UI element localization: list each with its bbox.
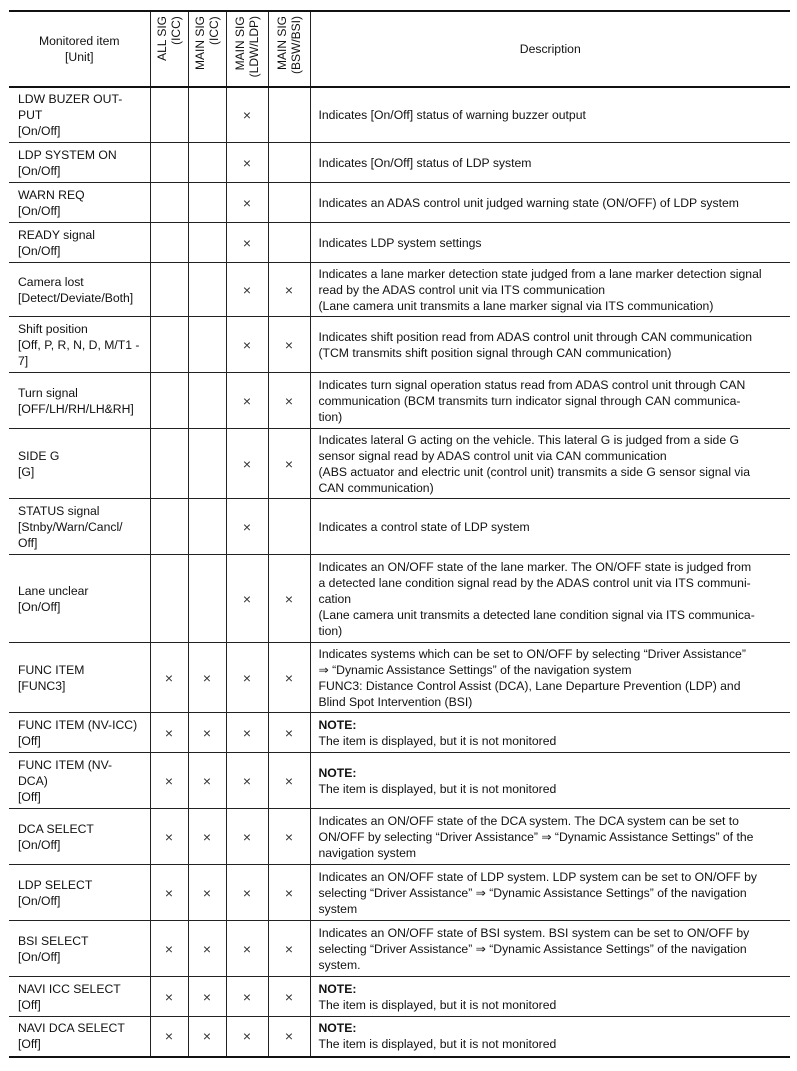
- mark-cell-main-sig-icc: ×: [188, 713, 226, 753]
- header-item-line2: [Unit]: [65, 50, 94, 64]
- monitored-items-table: [9, 10, 790, 1058]
- table-row: [9, 317, 790, 373]
- mark-cell-main-sig-ldw-ldp: ×: [226, 223, 268, 263]
- monitored-item-cell: [9, 183, 150, 223]
- mark-cell-all-sig-icc: ×: [150, 977, 188, 1017]
- mark-cell-main-sig-icc: [188, 263, 226, 317]
- mark-cell-main-sig-bsw-bsi: [268, 183, 310, 223]
- mark-cell-main-sig-icc: ×: [188, 921, 226, 977]
- monitored-item-line: FUNC ITEM (NV-ICC): [18, 717, 138, 732]
- description-cell: [310, 223, 790, 263]
- mark-cell-main-sig-bsw-bsi: ×: [268, 753, 310, 809]
- mark-cell-all-sig-icc: ×: [150, 921, 188, 977]
- mark-cell-main-sig-icc: [188, 143, 226, 183]
- description-line: tion): [318, 409, 343, 424]
- description-line: Indicates an ON/OFF state of the lane marker. The ON/OFF state is judged from: [318, 559, 752, 574]
- monitored-item-line: FUNC ITEM (NV-: [18, 757, 113, 772]
- monitored-item-cell: [9, 317, 150, 373]
- table-row: [9, 977, 790, 1017]
- mark-cell-all-sig-icc: ×: [150, 753, 188, 809]
- mark-cell-main-sig-ldw-ldp: ×: [226, 555, 268, 643]
- description-line: sensor signal read by ADAS control unit via CAN communication: [318, 448, 667, 463]
- monitored-item-line: [Off]: [18, 733, 41, 748]
- description-cell: [310, 865, 790, 921]
- mark-cell-main-sig-icc: ×: [188, 865, 226, 921]
- mark-cell-all-sig-icc: [150, 223, 188, 263]
- description-line: The item is displayed, but it is not monitored: [318, 733, 557, 748]
- table-row: [9, 373, 790, 429]
- mark-cell-all-sig-icc: ×: [150, 809, 188, 865]
- mark-cell-main-sig-bsw-bsi: [268, 143, 310, 183]
- monitored-item-cell: [9, 555, 150, 643]
- description-line: The item is displayed, but it is not monitored: [318, 781, 557, 796]
- header-sig1-line1: ALL SIG: [155, 16, 169, 61]
- header-sig3-line1: MAIN SIG: [233, 16, 247, 71]
- monitored-item-line: [On/Off]: [18, 163, 61, 178]
- description-cell: [310, 1017, 790, 1057]
- monitored-item-line: [On/Off]: [18, 949, 61, 964]
- mark-cell-all-sig-icc: [150, 317, 188, 373]
- table-row: [9, 499, 790, 555]
- mark-cell-main-sig-ldw-ldp: ×: [226, 499, 268, 555]
- description-line: CAN communication): [318, 480, 434, 495]
- mark-cell-main-sig-ldw-ldp: ×: [226, 921, 268, 977]
- monitored-item-cell: [9, 429, 150, 499]
- table-row: [9, 809, 790, 865]
- table-row: [9, 643, 790, 713]
- monitored-item-cell: [9, 809, 150, 865]
- mark-cell-main-sig-ldw-ldp: ×: [226, 429, 268, 499]
- monitored-item-line: Camera lost: [18, 274, 84, 289]
- note-label: NOTE:: [318, 717, 357, 732]
- monitored-item-cell: [9, 499, 150, 555]
- table-header-row: [9, 11, 790, 87]
- mark-cell-main-sig-ldw-ldp: ×: [226, 317, 268, 373]
- monitored-item-line: [Off]: [18, 1037, 41, 1052]
- description-line: Indicates an ON/OFF state of BSI system. BSI system can be set to ON/OFF by: [318, 925, 750, 940]
- monitored-item-line: LDW BUZER OUT-: [18, 92, 123, 106]
- mark-cell-main-sig-ldw-ldp: ×: [226, 373, 268, 429]
- description-cell: [310, 143, 790, 183]
- mark-cell-main-sig-ldw-ldp: ×: [226, 977, 268, 1017]
- mark-cell-all-sig-icc: ×: [150, 1017, 188, 1057]
- header-main-sig-ldw-ldp: [226, 11, 268, 87]
- description-line: (Lane camera unit transmits a lane marker signal via ITS communication): [318, 298, 714, 313]
- mark-cell-main-sig-icc: [188, 183, 226, 223]
- description-line: selecting “Driver Assistance” ⇒ “Dynamic Assistance Settings” of the navigation: [318, 941, 747, 956]
- mark-cell-main-sig-icc: ×: [188, 809, 226, 865]
- table-row: [9, 555, 790, 643]
- description-cell: [310, 643, 790, 713]
- monitored-item-line: [FUNC3]: [18, 678, 66, 693]
- monitored-item-cell: [9, 977, 150, 1017]
- description-cell: [310, 713, 790, 753]
- mark-cell-main-sig-ldw-ldp: ×: [226, 87, 268, 143]
- description-line: Indicates an ON/OFF state of LDP system. LDP system can be set to ON/OFF by: [318, 869, 757, 884]
- monitored-item-line: DCA SELECT: [18, 821, 94, 836]
- monitored-item-line: READY signal: [18, 227, 95, 242]
- monitored-item-line: Turn signal: [18, 385, 78, 400]
- mark-cell-main-sig-bsw-bsi: ×: [268, 263, 310, 317]
- description-line: Blind Spot Intervention (BSI): [318, 694, 473, 709]
- monitored-item-cell: [9, 713, 150, 753]
- description-line: Indicates systems which can be set to ON/OFF by selecting “Driver Assistance”: [318, 646, 746, 661]
- mark-cell-main-sig-ldw-ldp: ×: [226, 753, 268, 809]
- monitored-item-line: SIDE G: [18, 448, 60, 463]
- table-row: [9, 1017, 790, 1057]
- monitored-item-line: [Off]: [18, 789, 41, 804]
- description-line: system.: [318, 957, 361, 972]
- table-row: [9, 865, 790, 921]
- mark-cell-main-sig-icc: [188, 373, 226, 429]
- mark-cell-main-sig-bsw-bsi: ×: [268, 373, 310, 429]
- table-row: [9, 143, 790, 183]
- monitored-item-line: [On/Off]: [18, 893, 61, 908]
- mark-cell-main-sig-bsw-bsi: ×: [268, 429, 310, 499]
- description-line: Indicates a control state of LDP system: [318, 519, 530, 534]
- monitored-item-line: [Off, P, R, N, D, M/T1 -: [18, 337, 140, 352]
- mark-cell-all-sig-icc: [150, 143, 188, 183]
- monitored-item-line: [On/Off]: [18, 599, 61, 614]
- mark-cell-main-sig-bsw-bsi: [268, 223, 310, 263]
- monitored-item-line: Off]: [18, 535, 38, 550]
- description-cell: [310, 499, 790, 555]
- mark-cell-main-sig-icc: ×: [188, 643, 226, 713]
- mark-cell-main-sig-icc: ×: [188, 753, 226, 809]
- monitored-item-line: [Stnby/Warn/Cancl/: [18, 519, 123, 534]
- mark-cell-main-sig-ldw-ldp: ×: [226, 183, 268, 223]
- monitored-item-cell: [9, 643, 150, 713]
- mark-cell-all-sig-icc: [150, 373, 188, 429]
- monitored-item-line: [Off]: [18, 997, 41, 1012]
- description-line: Indicates [On/Off] status of warning buzzer output: [318, 108, 586, 122]
- mark-cell-main-sig-icc: ×: [188, 977, 226, 1017]
- description-line: navigation system: [318, 845, 417, 860]
- description-cell: [310, 753, 790, 809]
- mark-cell-main-sig-bsw-bsi: ×: [268, 317, 310, 373]
- description-line: (ABS actuator and electric unit (control unit) transmits a side G sensor signal via: [318, 464, 750, 479]
- mark-cell-main-sig-icc: [188, 87, 226, 143]
- table-body: [9, 87, 790, 1057]
- table-row: [9, 263, 790, 317]
- description-cell: [310, 183, 790, 223]
- mark-cell-main-sig-icc: [188, 555, 226, 643]
- description-line: The item is displayed, but it is not monitored: [318, 997, 557, 1012]
- description-line: Indicates turn signal operation status read from ADAS control unit through CAN: [318, 377, 746, 392]
- monitored-item-cell: [9, 921, 150, 977]
- header-item-line1: Monitored item: [38, 34, 120, 48]
- description-line: Indicates lateral G acting on the vehicle. This lateral G is judged from a side G: [318, 432, 739, 447]
- monitored-item-line: LDP SELECT: [18, 877, 93, 892]
- mark-cell-main-sig-ldw-ldp: ×: [226, 143, 268, 183]
- monitored-item-cell: [9, 1017, 150, 1057]
- description-cell: [310, 429, 790, 499]
- description-line: read by the ADAS control unit via ITS communication: [318, 282, 606, 297]
- monitored-item-cell: [9, 263, 150, 317]
- header-sig3-line2: (LDW/LDP): [247, 16, 261, 78]
- description-cell: [310, 977, 790, 1017]
- monitored-item-cell: [9, 87, 150, 143]
- table-row: [9, 713, 790, 753]
- mark-cell-all-sig-icc: [150, 499, 188, 555]
- description-cell: [310, 555, 790, 643]
- description-cell: [310, 263, 790, 317]
- monitored-item-line: FUNC ITEM: [18, 662, 85, 677]
- monitored-item-line: 7]: [18, 353, 29, 368]
- description-line: Indicates a lane marker detection state judged from a lane marker detection signal: [318, 266, 762, 281]
- mark-cell-main-sig-ldw-ldp: ×: [226, 865, 268, 921]
- monitored-item-line: [On/Off]: [18, 203, 61, 218]
- mark-cell-all-sig-icc: [150, 555, 188, 643]
- header-sig2-line1: MAIN SIG: [193, 16, 207, 71]
- mark-cell-main-sig-ldw-ldp: ×: [226, 643, 268, 713]
- mark-cell-main-sig-bsw-bsi: [268, 87, 310, 143]
- monitored-item-line: Lane unclear: [18, 583, 89, 598]
- mark-cell-all-sig-icc: [150, 87, 188, 143]
- description-line: communication (BCM transmits turn indicator signal through CAN communica-: [318, 393, 741, 408]
- header-monitored-item: [9, 11, 150, 87]
- header-main-sig-icc: [188, 11, 226, 87]
- description-line: Indicates an ON/OFF state of the DCA system. The DCA system can be set to: [318, 813, 739, 828]
- monitored-item-line: LDP SYSTEM ON: [18, 147, 117, 162]
- header-all-sig-icc: [150, 11, 188, 87]
- description-line: Indicates [On/Off] status of LDP system: [318, 155, 532, 170]
- monitored-item-line: PUT: [18, 108, 43, 122]
- mark-cell-all-sig-icc: ×: [150, 643, 188, 713]
- description-cell: [310, 809, 790, 865]
- monitored-item-line: [OFF/LH/RH/LH&RH]: [18, 401, 134, 416]
- monitored-item-line: [On/Off]: [18, 243, 61, 258]
- monitored-item-line: NAVI DCA SELECT: [18, 1021, 125, 1036]
- mark-cell-main-sig-ldw-ldp: ×: [226, 1017, 268, 1057]
- mark-cell-main-sig-icc: [188, 223, 226, 263]
- mark-cell-main-sig-icc: [188, 429, 226, 499]
- description-line: tion): [318, 623, 343, 638]
- mark-cell-main-sig-bsw-bsi: ×: [268, 643, 310, 713]
- table-row: [9, 87, 790, 143]
- mark-cell-main-sig-icc: [188, 317, 226, 373]
- mark-cell-main-sig-bsw-bsi: [268, 499, 310, 555]
- table-row: [9, 429, 790, 499]
- mark-cell-all-sig-icc: [150, 183, 188, 223]
- description-line: The item is displayed, but it is not monitored: [318, 1037, 557, 1052]
- header-sig4-line1: MAIN SIG: [275, 16, 289, 71]
- mark-cell-main-sig-bsw-bsi: ×: [268, 1017, 310, 1057]
- header-sig4-line2: (BSW/BSI): [289, 16, 303, 75]
- mark-cell-all-sig-icc: [150, 263, 188, 317]
- note-label: NOTE:: [318, 981, 357, 996]
- table-row: [9, 223, 790, 263]
- mark-cell-main-sig-bsw-bsi: ×: [268, 977, 310, 1017]
- mark-cell-main-sig-bsw-bsi: ×: [268, 809, 310, 865]
- monitored-item-cell: [9, 865, 150, 921]
- monitored-item-line: STATUS signal: [18, 503, 100, 518]
- note-label: NOTE:: [318, 1021, 357, 1036]
- mark-cell-main-sig-bsw-bsi: ×: [268, 555, 310, 643]
- table-row: [9, 753, 790, 809]
- header-sig1-line2: (ICC): [169, 16, 183, 45]
- header-sig2-line2: (ICC): [207, 16, 221, 45]
- monitored-item-line: BSI SELECT: [18, 933, 89, 948]
- description-line: (TCM transmits shift position signal through CAN communication): [318, 345, 672, 360]
- table-row: [9, 921, 790, 977]
- note-label: NOTE:: [318, 765, 357, 780]
- mark-cell-main-sig-icc: ×: [188, 1017, 226, 1057]
- monitored-item-line: [On/Off]: [18, 124, 61, 138]
- monitored-item-line: DCA): [18, 773, 48, 788]
- monitored-item-cell: [9, 753, 150, 809]
- monitored-item-line: [On/Off]: [18, 837, 61, 852]
- mark-cell-main-sig-ldw-ldp: ×: [226, 263, 268, 317]
- mark-cell-main-sig-ldw-ldp: ×: [226, 809, 268, 865]
- description-line: FUNC3: Distance Control Assist (DCA), Lane Departure Prevention (LDP) and: [318, 678, 741, 693]
- mark-cell-all-sig-icc: [150, 429, 188, 499]
- description-line: system: [318, 901, 358, 916]
- description-cell: [310, 373, 790, 429]
- header-description: Description: [310, 11, 790, 87]
- mark-cell-main-sig-bsw-bsi: ×: [268, 865, 310, 921]
- description-line: Indicates shift position read from ADAS control unit through CAN communication: [318, 329, 753, 344]
- monitored-item-cell: [9, 373, 150, 429]
- mark-cell-all-sig-icc: ×: [150, 865, 188, 921]
- mark-cell-main-sig-bsw-bsi: ×: [268, 713, 310, 753]
- monitored-item-line: Shift position: [18, 321, 88, 336]
- monitored-item-line: NAVI ICC SELECT: [18, 981, 121, 996]
- table-row: [9, 183, 790, 223]
- monitored-item-line: [G]: [18, 464, 35, 479]
- monitored-item-cell: [9, 223, 150, 263]
- mark-cell-main-sig-icc: [188, 499, 226, 555]
- monitored-item-line: WARN REQ: [18, 187, 85, 202]
- description-cell: [310, 317, 790, 373]
- description-cell: [310, 921, 790, 977]
- monitored-item-line: [Detect/Deviate/Both]: [18, 290, 134, 305]
- description-line: ⇒ “Dynamic Assistance Settings” of the navigation system: [318, 662, 632, 677]
- description-cell: [310, 87, 790, 143]
- description-line: a detected lane condition signal read by the ADAS control unit via ITS communi-: [318, 575, 751, 590]
- description-line: ON/OFF by selecting “Driver Assistance” ⇒ “Dynamic Assistance Settings” of the: [318, 829, 754, 844]
- description-line: Indicates an ADAS control unit judged warning state (ON/OFF) of LDP system: [318, 195, 739, 210]
- description-line: selecting “Driver Assistance” ⇒ “Dynamic Assistance Settings” of the navigation: [318, 885, 747, 900]
- description-line: Indicates LDP system settings: [318, 235, 482, 250]
- description-line: (Lane camera unit transmits a detected lane condition signal via ITS communica-: [318, 607, 755, 622]
- monitored-item-cell: [9, 143, 150, 183]
- description-line: cation: [318, 591, 352, 606]
- header-main-sig-bsw-bsi: [268, 11, 310, 87]
- mark-cell-all-sig-icc: ×: [150, 713, 188, 753]
- mark-cell-main-sig-bsw-bsi: ×: [268, 921, 310, 977]
- mark-cell-main-sig-ldw-ldp: ×: [226, 713, 268, 753]
